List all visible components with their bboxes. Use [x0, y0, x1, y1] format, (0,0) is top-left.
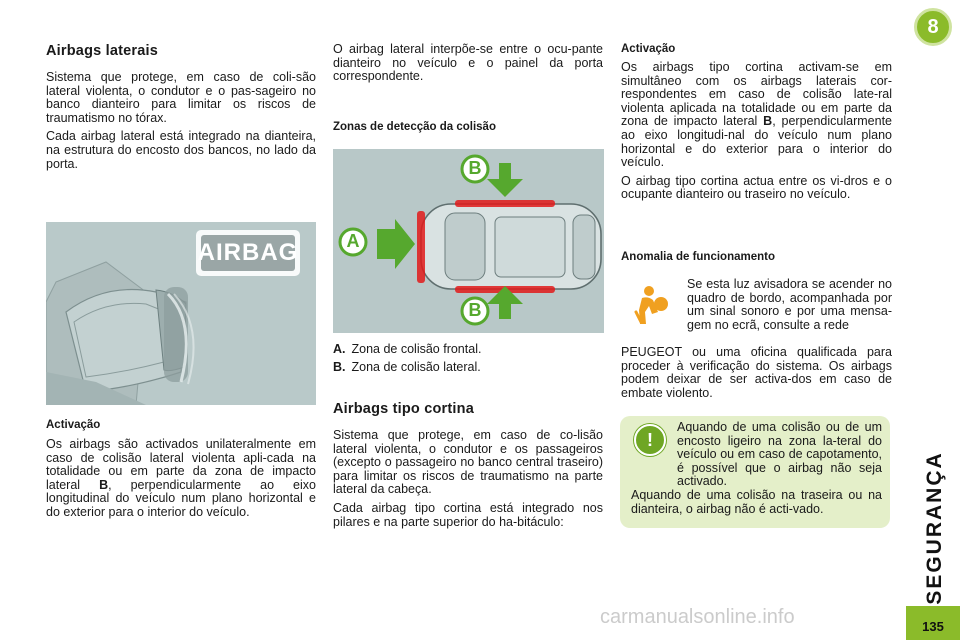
exclamation-icon: !: [634, 424, 666, 456]
activation-right-end: , perpendicularmente ao eixo longitudi-nal do veículo num plano horizontal e do exterior para o interior do veículo.: [621, 114, 892, 170]
side-airbag-intro: O airbag lateral interpõe-se entre o ocu-pante dianteiro no veículo e o painel da porta correspondente.: [333, 42, 603, 84]
anomaly-p-indent: Se esta luz avisadora se acender no quadro de bordo, acompanhada por um sinal sonoro e por uma mensa-gem no ecrã, consulte a rede: [687, 277, 892, 332]
zone-b-marker-bottom: B: [468, 300, 482, 320]
legend-a-text: Zona de colisão frontal.: [351, 342, 482, 356]
anomaly-indent: [687, 278, 892, 332]
chapter-number: 8: [927, 15, 939, 38]
warn-text-rest: [631, 489, 882, 516]
left-activation: [46, 419, 316, 520]
legend-a-key: A.: [333, 342, 346, 356]
anomaly-heading: Anomalia de funcionamento: [621, 251, 775, 263]
seat-airbag-figure: [46, 222, 316, 405]
chapter-title-text: SEGURANÇA: [923, 451, 946, 605]
activation-right-start: Os airbags tipo cortina activam-se em simultâneo com os airbags laterais cor-respondentes em caso de colisão late-ral violenta aplicada na totalidade ou em parte da zona de impacto lateral: [621, 60, 892, 129]
curtain-section: [333, 401, 603, 529]
warn-p2: Aquando de uma colisão na traseira ou na dianteira, o airbag não é acti-vado.: [631, 488, 882, 516]
airbags-laterais-heading: Airbags laterais: [46, 43, 158, 59]
activation-text-start: Os airbags são activados unilateralmente em caso de colisão lateral violenta apli-cada na totalidade ou em parte da zona de impacto lateral: [46, 437, 316, 492]
zone-b-ref: B: [99, 477, 109, 492]
watermark: carmanualsonline.info: [600, 606, 795, 628]
curtain-p1: Sistema que protege, em caso de co-lisão lateral violenta, o condutor e os passageiros (excepto o passageiro no banco central traseiro) para limitar os riscos de traumatismo na parte lateral da cabeça.: [333, 428, 603, 497]
anomaly-section: [621, 251, 892, 263]
zones-heading: Zonas de detecção da colisão: [333, 120, 496, 133]
airbag-label: AIRBAG: [197, 239, 299, 266]
page-number-tab: [906, 606, 960, 640]
activation-p-right: [621, 61, 892, 170]
page-number: 135: [922, 619, 944, 634]
curtain-heading: Airbags tipo cortina: [333, 401, 474, 417]
activation-text-end: , perpendicularmente ao eixo longitudinal do veículo num plano horizontal e do exterior para o interior do veículo.: [46, 477, 316, 519]
airbag-warning-light-icon: [628, 282, 674, 328]
warn-text-indent: [677, 421, 882, 489]
activation-p2-right: O airbag tipo cortina actua entre os vi-dros e o ocupante dianteiro ou traseiro no veículo.: [621, 173, 892, 202]
chapter-title: [913, 450, 953, 610]
zone-b-marker-top: B: [468, 158, 482, 178]
legend-a: [333, 342, 603, 356]
activation-p-left: [46, 438, 316, 520]
legend-b-text: Zona de colisão lateral.: [351, 360, 481, 374]
legend-b: [333, 360, 603, 374]
zones-legend: [333, 342, 603, 374]
activation-heading-left: Activação: [46, 419, 101, 431]
zone-b-ref-right: B: [763, 114, 773, 129]
left-column: [46, 43, 316, 171]
middle-column: [333, 43, 603, 133]
collision-zones-figure: [333, 149, 604, 333]
chapter-badge: [914, 8, 952, 46]
warn-p1: Aquando de uma colisão ou de um encosto ligeiro na zona la-teral do veículo ou em caso de capotamento, é possível que o airbag não seja activado.: [677, 420, 882, 489]
activation-heading-right: Activação: [621, 43, 676, 55]
anomaly-p-rest: PEUGEOT ou uma oficina qualificada para proceder à verificação do sistema. Os airbags podem deixar de ser activa-dos em caso de embate violento.: [621, 345, 892, 400]
right-activation: [621, 43, 892, 202]
legend-b-key: B.: [333, 360, 346, 374]
airbags-laterais-p2: Cada airbag lateral está integrado na dianteira, na estrutura do encosto dos bancos, no lado da porta.: [46, 129, 316, 171]
curtain-p2: Cada airbag tipo cortina está integrado nos pilares e na parte superior do ha-bitáculo:: [333, 500, 603, 529]
anomaly-rest: [621, 346, 892, 400]
airbags-laterais-p1: Sistema que protege, em caso de coli-são lateral violenta, o condutor e o pas-sageiro no banco dianteiro para limitar os riscos de traumatismo no tórax.: [46, 70, 316, 125]
zone-a-marker: A: [346, 231, 360, 251]
